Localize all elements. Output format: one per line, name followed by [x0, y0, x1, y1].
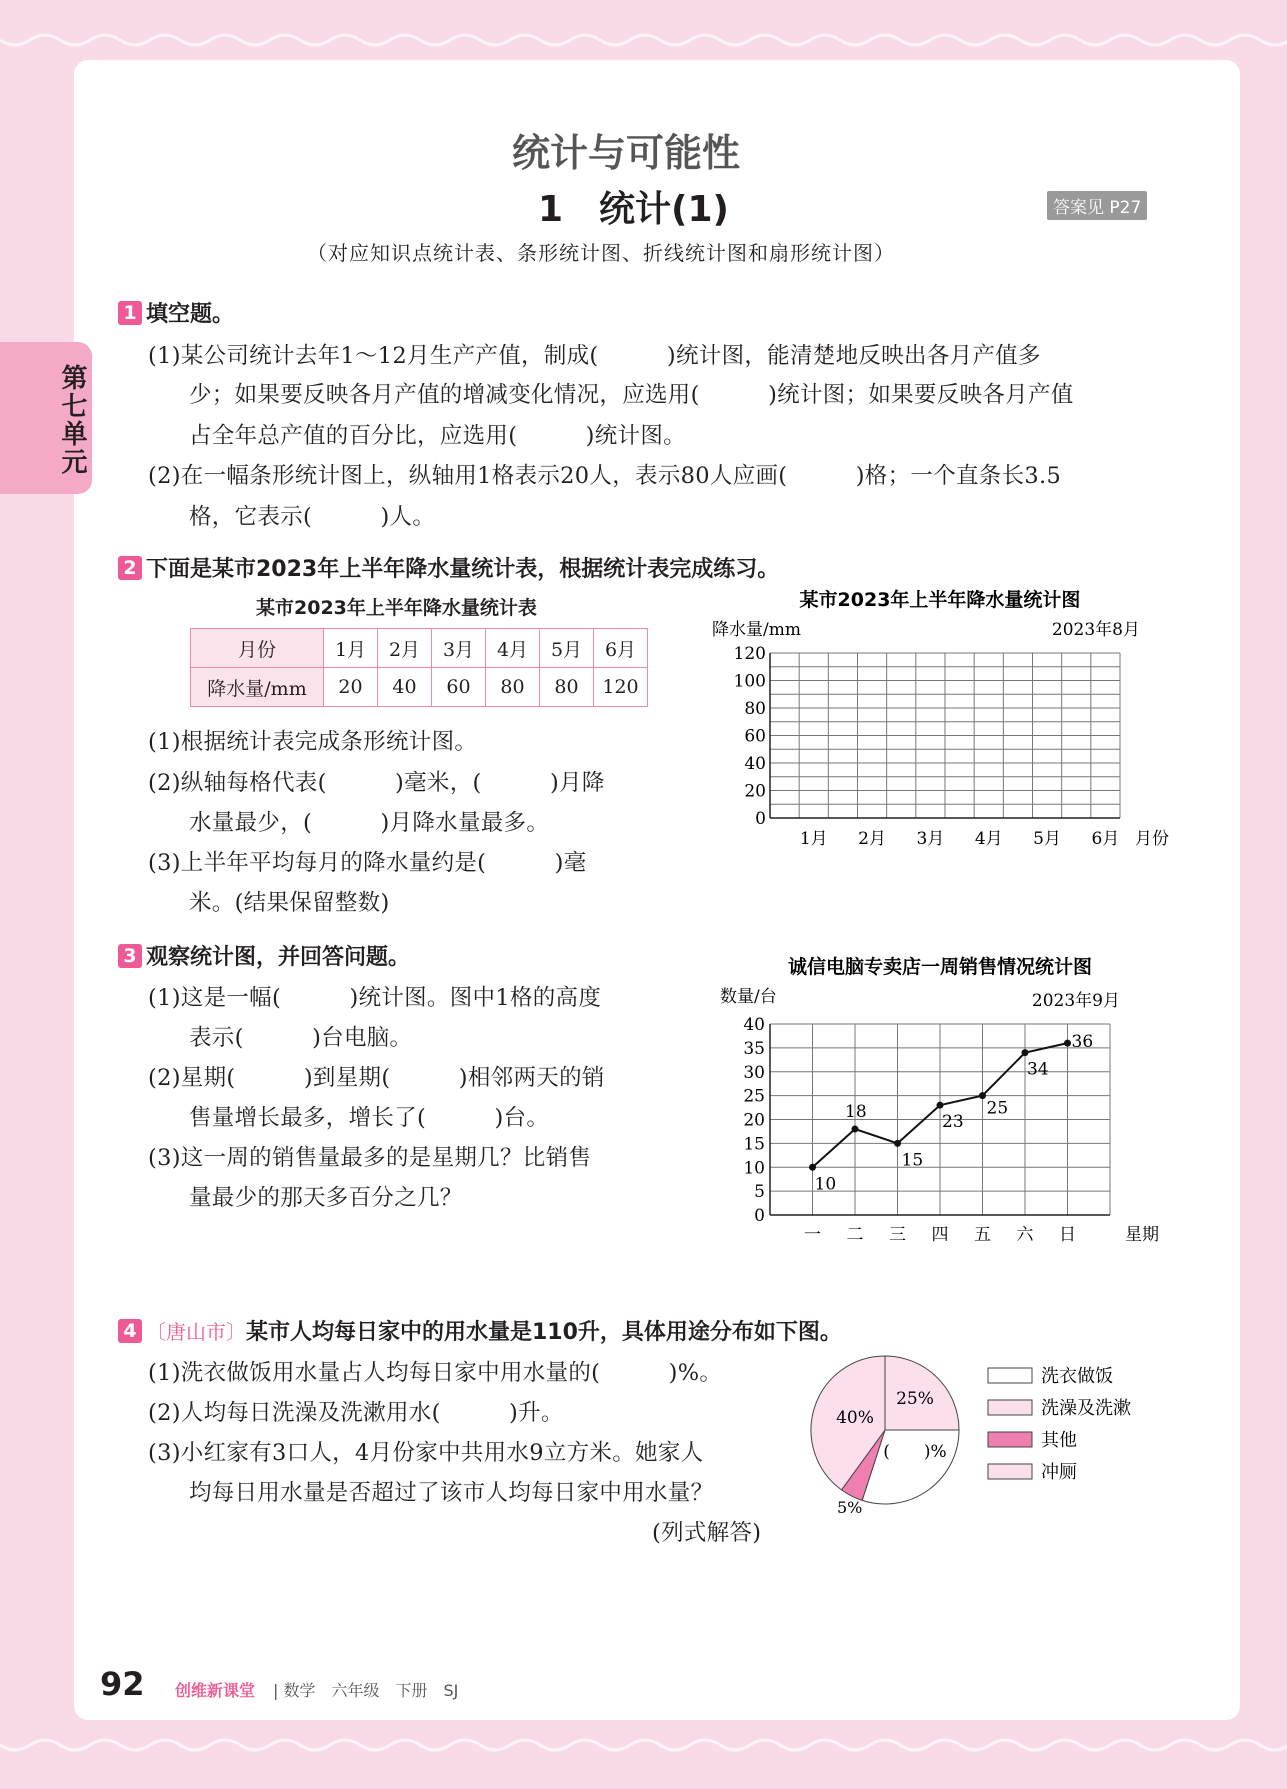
q4-part2: (2)人均每日洗澡及洗漱用水( )升。 [148, 1400, 564, 1426]
table-cell: 1月 [324, 629, 378, 668]
table-cell: 6月 [594, 629, 648, 668]
question-number: 4 [118, 1319, 142, 1343]
y-tick-label: 80 [744, 699, 766, 719]
question-2-title: 2 下面是某市2023年上半年降水量统计表，根据统计表完成练习。 [118, 552, 779, 583]
y-tick-label: 15 [743, 1134, 765, 1155]
footer-brand: 创维新课堂 [175, 1681, 256, 1700]
table-cell: 40 [378, 668, 432, 707]
y-tick-label: 120 [733, 644, 766, 664]
data-label: 36 [1071, 1032, 1094, 1053]
data-point [852, 1126, 859, 1133]
main-title: 统计与可能性 [512, 131, 741, 175]
q1-part2-line2: 格，它表示( )人。 [189, 504, 436, 530]
table-row [191, 668, 648, 707]
question-1-title: 1 填空题。 [118, 297, 234, 328]
data-label: 10 [814, 1174, 837, 1195]
y-tick-label: 25 [743, 1086, 765, 1107]
table-header: 月份 [191, 629, 324, 668]
q3-part3-line1: (3)这一周的销售量最多的是星期几？比销售 [148, 1145, 592, 1171]
q4-part1: (1)洗衣做饭用水量占人均每日家中用水量的( )%。 [148, 1360, 723, 1386]
line-chart-ylabel: 数量/台 [720, 987, 777, 1007]
data-point [979, 1092, 986, 1099]
y-tick-label: 40 [744, 754, 766, 774]
q3-part1-line2: 表示( )台电脑。 [189, 1025, 413, 1051]
legend-label: 其他 [1041, 1430, 1077, 1451]
q4-part3-line2: 均每日用水量是否超过了该市人均每日家中用水量？ [189, 1480, 714, 1506]
table-cell: 20 [324, 668, 378, 707]
y-tick-label: 5 [754, 1182, 765, 1203]
unit-tab: 第七单元 [0, 342, 92, 494]
x-tick-label: 一 [804, 1225, 821, 1245]
footer-book-info: | 数学 六年级 下册 SJ [273, 1681, 459, 1700]
slice-label: 40% [836, 1408, 874, 1428]
q1-part2-line1: (2)在一幅条形统计图上，纵轴用1格表示20人，表示80人应画( )格；一个直条长3.5 [148, 463, 1062, 489]
q2-part1: (1)根据统计表完成条形统计图。 [148, 729, 478, 755]
page-number: 92 [100, 1665, 145, 1703]
x-tick-label: 二 [846, 1225, 864, 1245]
x-tick-label: 1月 [799, 829, 828, 849]
x-tick-label: 四 [931, 1225, 949, 1245]
table-cell: 2月 [378, 629, 432, 668]
y-tick-label: 60 [744, 726, 766, 747]
table-cell: 5月 [540, 629, 594, 668]
table-cell: 3月 [432, 629, 486, 668]
x-tick-label: 三 [889, 1225, 906, 1245]
table-cell: 80 [486, 668, 540, 707]
y-tick-label: 20 [743, 1110, 765, 1131]
line-chart-title: 诚信电脑专卖店一周销售情况统计图 [787, 956, 1093, 978]
q2-part2-line1: (2)纵轴每格代表( )毫米，( )月降 [148, 770, 605, 796]
x-tick-label: 4月 [974, 829, 1003, 849]
q1-part1-line2: 少；如果要反映各月产值的增减变化情况，应选用( )统计图；如果要反映各月产值 [189, 382, 1074, 408]
q1-part1-line1: (1)某公司统计去年1～12月生产产值，制成( )统计图，能清楚地反映出各月产值多 [148, 343, 1041, 369]
bar-chart-ylabel: 降水量/mm [712, 620, 801, 640]
table-cell: 60 [432, 668, 486, 707]
legend-label: 洗衣做饭 [1041, 1366, 1113, 1387]
y-tick-label: 0 [755, 809, 766, 829]
rainfall-bar-chart [700, 588, 1169, 858]
y-tick-label: 35 [743, 1038, 765, 1059]
q3-part2-line2: 售量增长最多，增长了( )台。 [189, 1105, 550, 1131]
table-row [191, 629, 648, 668]
rain-table-title: 某市2023年上半年降水量统计表 [256, 597, 537, 619]
water-use-pie-chart [805, 1350, 1185, 1530]
table-cell: 80 [540, 668, 594, 707]
q3-part3-line2: 量最少的那天多百分之几？ [189, 1185, 463, 1211]
x-tick-label: 日 [1059, 1225, 1076, 1245]
data-point [1022, 1049, 1029, 1056]
question-number: 2 [118, 556, 142, 580]
data-point [937, 1102, 944, 1109]
x-tick-label: 六 [1016, 1225, 1034, 1245]
bar-chart-date: 2023年8月 [1051, 620, 1140, 640]
data-point [894, 1140, 901, 1147]
table-cell: 120 [594, 668, 648, 707]
legend-swatch [988, 1464, 1032, 1479]
y-tick-label: 10 [743, 1158, 765, 1179]
x-tick-label: 2月 [858, 829, 886, 849]
bar-chart-title: 某市2023年上半年降水量统计图 [799, 589, 1081, 611]
question-3-title: 3 观察统计图，并回答问题。 [118, 940, 410, 971]
q2-part3-line2: 米。(结果保留整数) [189, 890, 390, 916]
x-tick-label: 五 [974, 1225, 991, 1245]
rainfall-table [190, 628, 648, 707]
q1-part1-line3: 占全年总产值的百分比，应选用( )统计图。 [189, 423, 686, 449]
q2-part3-line1: (3)上半年平均每月的降水量约是( )毫 [148, 850, 587, 876]
subtitle: （对应知识点统计表、条形统计图、折线统计图和扇形统计图） [307, 241, 895, 265]
q3-part2-line1: (2)星期( )到星期( )相邻两天的销 [148, 1065, 605, 1091]
y-tick-label: 40 [743, 1015, 765, 1035]
question-4-title: 4 〔唐山市〕某市人均每日家中的用水量是110升，具体用途分布如下图。 [118, 1315, 842, 1346]
line-chart-xlabel: 星期 [1125, 1225, 1159, 1245]
data-label: 15 [901, 1150, 924, 1171]
y-tick-label: 100 [733, 671, 766, 692]
slice-label: 25% [896, 1389, 934, 1409]
legend-label: 冲厕 [1041, 1462, 1077, 1483]
data-label: 18 [845, 1102, 867, 1123]
sales-line-chart [710, 950, 1170, 1245]
data-label: 23 [942, 1112, 964, 1133]
y-tick-label: 0 [754, 1206, 765, 1226]
legend-swatch [988, 1432, 1032, 1447]
bar-chart-xlabel: 月份 [1135, 829, 1169, 849]
y-tick-label: 20 [744, 781, 766, 802]
data-label: 34 [1027, 1059, 1049, 1080]
table-header: 降水量/mm [191, 668, 324, 707]
legend-label: 洗澡及洗漱 [1041, 1398, 1131, 1419]
question-number: 1 [118, 301, 142, 325]
x-tick-label: 5月 [1033, 829, 1061, 849]
line-chart-date: 2023年9月 [1031, 991, 1120, 1011]
y-tick-label: 30 [743, 1062, 765, 1083]
x-tick-label: 6月 [1091, 829, 1120, 849]
slice-label: ( )% [883, 1442, 947, 1462]
legend-swatch [988, 1368, 1032, 1383]
region-tag: 〔唐山市〕 [146, 1320, 246, 1344]
data-label: 25 [986, 1098, 1009, 1119]
question-number: 3 [118, 944, 142, 968]
q4-note: (列式解答) [652, 1520, 762, 1546]
section-title: 1 统计(1) [538, 189, 730, 230]
legend-swatch [988, 1400, 1032, 1415]
q3-part1-line1: (1)这是一幅( )统计图。图中1格的高度 [148, 985, 602, 1011]
data-point [809, 1164, 816, 1171]
q4-part3-line1: (3)小红家有3口人，4月份家中共用水9立方米。她家人 [148, 1440, 704, 1466]
x-tick-label: 3月 [916, 829, 945, 849]
table-cell: 4月 [486, 629, 540, 668]
q2-part2-line2: 水量最少，( )月降水量最多。 [189, 810, 550, 836]
answer-reference-badge: 答案见 P27 [1047, 191, 1147, 220]
data-point [1064, 1040, 1071, 1047]
slice-label: 5% [837, 1498, 863, 1517]
